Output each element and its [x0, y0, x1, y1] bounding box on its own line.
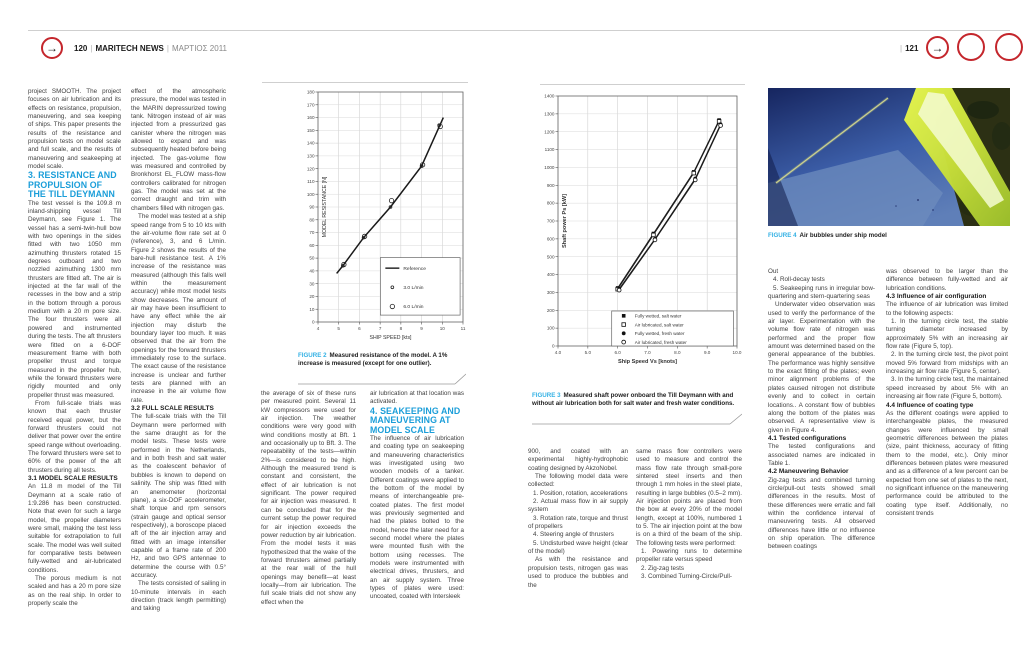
svg-text:MODEL RESISTANCE [N]: MODEL RESISTANCE [N] [322, 176, 328, 238]
figure4-caption-label: FIGURE 4 [768, 232, 797, 239]
sub-heading: 4.4 Influence of coating type [886, 401, 974, 409]
paragraph: The influence of air lubrication and coating type on seakeeping and maneuvering characteristics was investigated using two wooden models of a tanker. Different coatings were applied to the bottom of the model by means of interchangeable pre-coated plates. The first model was previously segmented and had the plates bolted to the model, hence the later need for a second model where the plates were mounted flush with the bottom using recesses. The models were instrumented with electrical drives, thrusters, and an air supply system. Three types of plates were used: uncoated, coated with Intersleek [370, 434, 464, 601]
svg-text:170: 170 [306, 102, 315, 108]
svg-text:100: 100 [306, 191, 315, 197]
figure2-chart [296, 86, 468, 348]
right-page-column-1 [528, 448, 628, 640]
svg-text:Shaft power Ps [kW]: Shaft power Ps [kW] [562, 193, 568, 249]
list-item: 4. Steering angle of thrusters [533, 531, 614, 539]
svg-text:40: 40 [309, 268, 315, 274]
svg-text:900: 900 [546, 182, 555, 188]
list-item: 1. In the turning circle test, the stable turning diameter increased by approximately 5% with an increasing air flow rate (Figure 5, top). [886, 318, 1008, 351]
paragraph: effect of the atmospheric pressure, the model was tested in the MARIN depressurized towing tank. Nitrogen instead of air was injected from a pressurized gas canister where the nitrogen was allowed to expand and was subsequently heated before being injected. The gas-volume flow was measured and controlled by Bronkhorst EL_FLOW mass-flow controllers calibrated for nitrogen gas. The model was set at the correct draught and trim with chambers filled with nitrogen gas. [131, 88, 226, 212]
left-page-column-3 [261, 390, 356, 640]
paragraph: same mass flow controllers were used to measure and control the mass flow rate through small-pore sintered steel inserts and then through 1 mm holes in the steel plate, resulting in large bubbles (0.5–2 mm). Air injection points are placed from the bow at every 20% of the model length, except at 100%, numbered 1 to 5. The air injection point at the bow is on a third of the beam of the ship. The following tests were performed: [636, 448, 742, 547]
paragraph: was observed to be larger than the difference between fully-wetted and air lubrication conditions. [886, 268, 1008, 292]
magazine-title: MARITECH NEWS [95, 44, 164, 53]
separator: | [90, 44, 93, 53]
svg-text:Fully wetted, fresh water: Fully wetted, fresh water [634, 331, 685, 337]
paragraph: air lubrication at that location was activated. [370, 390, 464, 406]
list-item: 2. In the turning circle test, the pivot point moved 5% forward from midships with an increasing air flow rate (Figure 5, center). [886, 351, 1008, 376]
svg-text:1400: 1400 [544, 93, 555, 99]
sub-heading: 3.2 FULL SCALE RESULTS [131, 405, 214, 413]
paragraph: Out [768, 268, 779, 275]
svg-text:1300: 1300 [544, 111, 555, 117]
page-number-right: 121 [905, 44, 919, 53]
sub-heading: 4.3 Influence of air configuration [886, 293, 987, 301]
svg-text:0: 0 [551, 343, 555, 349]
figure4-photo [768, 88, 1010, 226]
figure4-caption [768, 232, 1010, 240]
figure2-caption-text: Measured resistance of the model. A 1% increase is measured (except for one outlier). [298, 352, 448, 368]
svg-text:700: 700 [546, 218, 555, 224]
svg-text:5: 5 [337, 326, 340, 331]
svg-text:10: 10 [439, 326, 445, 331]
svg-text:Ship Speed Vs [knots]: Ship Speed Vs [knots] [617, 359, 678, 365]
svg-text:400: 400 [546, 272, 555, 278]
list-item: 5. Undisturbed wave height (clear of the model) [528, 539, 628, 556]
svg-text:150: 150 [306, 127, 315, 133]
sub-heading: 4.2 Maneuvering Behavior [768, 468, 849, 476]
list-item: 4. Roll-decay tests [773, 276, 825, 284]
svg-text:80: 80 [309, 217, 315, 223]
svg-text:600: 600 [546, 236, 555, 242]
svg-text:9: 9 [420, 326, 423, 331]
issue-date: ΜΑΡΤΙΟΣ 2011 [171, 44, 228, 53]
svg-text:90: 90 [309, 204, 315, 210]
svg-text:1100: 1100 [544, 147, 555, 153]
paragraph: 900, and coated with an experimental highly-hydrophobic coating designed by AkzoNobel. [528, 448, 628, 472]
list-item: 3. In the turning circle test, the maintained speed increased by about 5% with an increasing air flow rate (Figure 5, bottom). [886, 376, 1008, 401]
separator: | [166, 44, 169, 53]
paragraph: project SMOOTH. The project focuses on air lubrication and its effects on resistance, propulsion, maneuvering, and sea keeping of ships. This paper presents the results of the resistance and propulsion tests on model scale and full scale, and the results of maneuvering and seakeeping at model scale. [28, 88, 121, 171]
list-item: 1. Powering runs to determine propeller rate versus speed [636, 548, 742, 564]
svg-text:4.0: 4.0 [554, 350, 562, 355]
figure2-caption-label: FIGURE 2 [298, 352, 327, 359]
svg-text:11: 11 [460, 326, 466, 331]
paragraph: The tested configurations and associated names are indicated in Table 1. [768, 443, 875, 467]
svg-text:20: 20 [309, 294, 315, 300]
svg-text:1200: 1200 [544, 129, 555, 135]
section-heading: 4. SEAKEEPING AND MANEUVERING AT MODEL SCALE [370, 405, 461, 435]
svg-text:130: 130 [306, 153, 315, 159]
svg-text:200: 200 [546, 307, 555, 313]
svg-text:140: 140 [306, 140, 315, 146]
paragraph: The test vessel is the 109.8 m inland-shipping vessel Till Deymann, see Figure 1. The vessel has a semi-twin-hull bow with two openings in the sides fitted with two 1050 mm azimuthing thrusters rotated 15 degrees outboard and two nozzled azimuthing 1300 mm thrusters are fitted aft. The air is injected at the far wall of the recesses in the bow and a strip in the bottom through a porous medium with a 20 m pore size. The four thrusters were all powered and instrumented during the tests. The aft thrusters were fitted on a 6-DOF measurement frame with both propeller thrust and torque measured in the propeller hub, while the forward thrusters were rigidly mounted and only propeller thrust was measured. [28, 199, 121, 399]
sub-heading: 3.1 MODEL SCALE RESULTS [28, 475, 118, 482]
svg-text:0: 0 [311, 319, 315, 325]
svg-text:110: 110 [307, 179, 315, 185]
list-item: 3. Combined Turning-Circle/Pull- [641, 573, 732, 581]
svg-text:Reference: Reference [403, 266, 426, 272]
svg-text:10: 10 [309, 306, 315, 312]
svg-text:6.0: 6.0 [614, 350, 621, 355]
svg-text:120: 120 [306, 166, 315, 172]
svg-text:7.0: 7.0 [644, 350, 651, 355]
paragraph: As with the resistance and propulsion tests, nitrogen gas was used to produce the bubbles and the [528, 556, 628, 589]
svg-text:6.0 L/min: 6.0 L/min [403, 305, 424, 311]
figure2-caption [298, 352, 466, 368]
svg-text:8: 8 [399, 326, 403, 331]
svg-text:Air lubricated, salt water: Air lubricated, salt water [634, 322, 684, 328]
paragraph: Underwater video observation was used to verify the performance of the air layer. Experimentation with the volume flow rate of nitrogen was performed and the proper flow amount was determined based on the general appearance of the bubbles. The performance was highly sensitive to the exact fitting of the plates; even minor alignment problems of the plates caused nitrogen not distribute evenly and to collect in certain locations.. A constant flow of bubbles along the bottom of the plates was observed. A representative view is given in Figure 4. [768, 301, 875, 434]
svg-text:100: 100 [546, 325, 555, 331]
figure3-caption-rule [532, 412, 742, 426]
svg-text:7: 7 [378, 326, 382, 331]
right-page-column-3 [768, 268, 875, 640]
svg-text:60: 60 [309, 242, 315, 248]
svg-text:Air lubricated, fresh water: Air lubricated, fresh water [634, 339, 687, 345]
ring-icon [995, 33, 1023, 61]
svg-text:8.0: 8.0 [674, 350, 681, 355]
svg-text:4: 4 [316, 326, 320, 331]
right-page-column-4 [886, 268, 1008, 640]
svg-text:160: 160 [306, 115, 315, 121]
svg-text:1000: 1000 [544, 165, 555, 171]
figure2-top-rule [262, 82, 468, 83]
svg-text:9.0: 9.0 [703, 350, 711, 355]
paragraph: As the different coatings were applied to interchangeable plates, the measured changes were influenced by small geometric differences between the plates (size, paint thickness, accuracy of fitting them to the model, etc.). Only minor differences between plates were measured and as a difference of a few percent can be expected from one set of plates to the next, no significant influence on the maneuvering performance could be attributed to the coating type itself. Additionally, no consistent trends [886, 409, 1008, 517]
header-left [74, 44, 227, 53]
svg-text:500: 500 [546, 254, 555, 260]
paragraph: The tests consisted of sailing in 10-minute intervals in each direction (track length permitting) and taking [131, 580, 226, 613]
list-item: 5. Seakeeping runs in irregular bow-quartering and stern-quartering seas [768, 284, 875, 301]
svg-text:50: 50 [309, 255, 315, 261]
svg-text:6: 6 [358, 326, 361, 331]
paragraph: The porous medium is not scaled and has a 20 m pore size as on the real ship. In order to properly scale the [28, 575, 121, 608]
header-right [897, 44, 918, 53]
figure3-top-rule [540, 84, 745, 85]
paragraph: The influence of air lubrication was limited to the following aspects: [886, 301, 1008, 317]
svg-text:3.0 L/min: 3.0 L/min [403, 286, 424, 292]
separator: | [900, 44, 903, 53]
figure3-caption-text: Measured shaft power onboard the Till Deymann with and without air lubrication both for salt water and fresh water conditions. [532, 392, 735, 408]
list-item: 2. Zig-zag tests [641, 564, 685, 572]
svg-text:180: 180 [306, 89, 315, 95]
paragraph: From full-scale trials was known that each thruster received equal power, but the forward thrusters could not deliver that power over the entire speed range without overloading. The forward thrusters were set to 60% of the power of the aft thrusters during all tests. [28, 399, 121, 474]
paragraph: The following model data were collected: [528, 473, 628, 489]
figure2-caption-rule [298, 372, 466, 386]
paragraph: the average of six of these runs per measured point. Several 11 kW compressors were used for air injection. The weather conditions were very good with wind conditions mostly at Bft. 1 and occasionally up to Bft. 3. The repeatability of the tests—within 2%—is considered to be high. Although the measured trend is constant and consistent, the effect of air lubrication is not significant. The power required for air injection was measured. It can be concluded that for the current setup the power required for air injection exceeds the power reduction by air lubrication. From the model tests it was hypothesized that the wake of the forward thrusters aimed partially at the rear wall of the hull openings may benefit—at least locally—from air lubrication. The full scale trials did not show any effect when the [261, 390, 356, 606]
svg-text:10.0: 10.0 [732, 350, 742, 355]
svg-text:300: 300 [546, 290, 555, 296]
figure3-caption [532, 392, 742, 408]
svg-text:5.0: 5.0 [584, 350, 592, 355]
left-page-column-1 [28, 88, 121, 640]
list-item: 3. Rotation rate, torque and thrust of propellers [528, 514, 628, 531]
figure4-caption-text: Air bubbles under ship model [799, 232, 887, 239]
svg-text:SHIP SPEED [kts]: SHIP SPEED [kts] [369, 335, 412, 341]
arrow-right-circle-icon: → [926, 36, 949, 59]
left-page-column-4 [370, 390, 464, 640]
sub-heading: 4.1 Tested configurations [768, 434, 847, 442]
list-item: 2. Actual mass flow in air supply system [528, 498, 628, 514]
paragraph: Zig-zag tests and combined turning circle/pull-out tests showed small differences in the results. Most of these differences were erratic and fall within the confidence interval of maneuvering tests. All observed differences have little or no influence on ship operation. The difference between coatings [768, 476, 875, 551]
svg-text:70: 70 [309, 230, 315, 236]
figure3-chart [528, 88, 745, 388]
list-item: 1. Position, rotation, accelerations [533, 489, 628, 497]
arrow-right-circle-icon: → [41, 37, 63, 59]
paragraph: The full-scale trials with the Till Deymann were performed with the same draught as for the model tests. These tests were performed in the Netherlands, and in both fresh and salt water as the coalescent behavior of bubbles is known to depend on salinity. The ship was fitted with an anemometer (horizontal plane), a six-DOF accelerometer, shaft torque and rpm sensors (strain gauge and optical sensor respectively), a boroscope placed aft of the air injection array and fitted with an image intensifier capable of a frame rate of 200 Hz, and two GPS antennae to determine the course with 0.5° accuracy. [131, 413, 226, 579]
svg-text:30: 30 [309, 281, 315, 287]
header-rule [28, 30, 1010, 31]
paragraph: An 11.8 m model of the Till Deymann at a scale ratio of 1:9.286 has been constructed. Note that even for such a large model, the propeller diameters were small, making the test less suitable for extrapolation to full scale. The model was well suited for comparative tests between fully-wetted and air-lubricated conditions. [28, 483, 121, 574]
page-number-left: 120 [74, 44, 88, 53]
figure3-caption-label: FIGURE 3 [532, 392, 561, 399]
left-page-column-2 [131, 88, 226, 640]
svg-text:Fully wetted, salt water: Fully wetted, salt water [634, 313, 682, 319]
svg-text:800: 800 [546, 200, 555, 206]
paragraph: The model was tested at a ship speed range from 5 to 10 kts with the air-volume flow rate set at 0 (reference), 3, and 6 L/min. Figure 2 shows the results of the bare-hull resistance test. A 1% increase of the resistance was measured (although this falls well within the measurement accuracy) while most model tests show decreases. The amount of air may have been insufficient to have any effect while the air injection may disturb the boundary layer too much. It was observed that the air from the openings for the forward thrusters immediately rose to the surface. The exact cause of the resistance increase is unclear and further tests are planned with an increase in the air volume flow rate. [131, 213, 226, 404]
ring-icon [957, 33, 985, 61]
right-page-column-2 [636, 448, 742, 640]
section-heading: 3. RESISTANCE AND PROPULSION OF THE TILL DEYMANN [28, 170, 117, 200]
